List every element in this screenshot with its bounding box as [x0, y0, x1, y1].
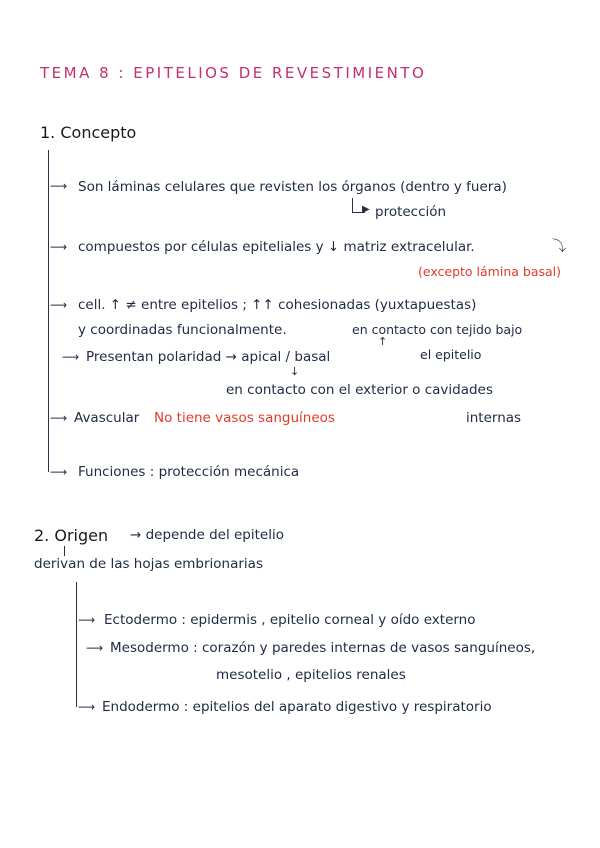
section-heading-concepto: 1. Concepto — [40, 123, 137, 142]
section-heading-origen: 2. Origen — [34, 526, 109, 545]
origen-mesodermo-line1: Mesodermo : corazón y paredes internas de vasos sanguíneos, — [110, 640, 536, 656]
origen-heading-side: → depende del epitelio — [130, 527, 284, 543]
arrow-icon: ⟶ — [50, 298, 68, 312]
arrow-icon: ⟶ — [50, 411, 68, 425]
down-arrow-icon: ↓ — [290, 365, 300, 378]
origen-mesodermo-line2: mesotelio , epitelios renales — [216, 667, 406, 683]
origen-ectodermo: Ectodermo : epidermis , epitelio corneal y oído externo — [104, 612, 476, 628]
origen-line2: derivan de las hojas embrionarias — [34, 556, 263, 572]
arrow-icon: ⟶ — [62, 350, 80, 364]
concepto-item-4-side: el epitelio — [420, 347, 482, 362]
arrow-icon: ⟶ — [50, 465, 68, 479]
concepto-item-6: Funciones : protección mecánica — [78, 464, 300, 480]
concepto-item-1-sub: protección — [375, 204, 447, 220]
concepto-item-2: compuestos por células epiteliales y ↓ matriz extracelular. — [78, 239, 475, 255]
connector-line — [64, 546, 65, 556]
concepto-item-3-side: en contacto con tejido bajo — [352, 322, 523, 337]
concepto-item-3-line1: cell. ↑ ≠ entre epitelios ; ↑↑ cohesionadas (yuxtapuestas) — [78, 297, 477, 313]
concepto-item-4: Presentan polaridad → apical / basal — [86, 349, 331, 365]
concepto-item-3-line2: y coordinadas funcionalmente. — [78, 322, 287, 338]
page-title: TEMA 8 : EPITELIOS DE REVESTIMIENTO — [40, 64, 427, 82]
arrow-icon: ⟶ — [50, 179, 68, 193]
concepto-item-2-note: (excepto lámina basal) — [418, 264, 561, 279]
arrow-icon: ⟶ — [50, 240, 68, 254]
arrow-icon: ⟶ — [78, 613, 96, 627]
arrow-icon: ⟶ — [78, 700, 96, 714]
concepto-item-5-side: internas — [466, 410, 522, 426]
concepto-item-5: Avascular — [74, 410, 140, 426]
origen-endodermo: Endodermo : epitelios del aparato digestivo y respiratorio — [102, 699, 492, 715]
concepto-item-4-line2: en contacto con el exterior o cavidades — [226, 382, 493, 398]
arrow-icon: ⟶ — [86, 641, 104, 655]
arrow-icon: ▶ — [362, 204, 370, 215]
tree-line-origen — [76, 582, 77, 707]
concepto-item-5-red: No tiene vasos sanguíneos — [154, 410, 335, 426]
curved-arrow-icon: ⤵ — [552, 239, 566, 255]
concepto-item-1: Son láminas celulares que revisten los órganos (dentro y fuera) — [78, 179, 507, 195]
up-arrow-icon: ↑ — [378, 335, 388, 348]
